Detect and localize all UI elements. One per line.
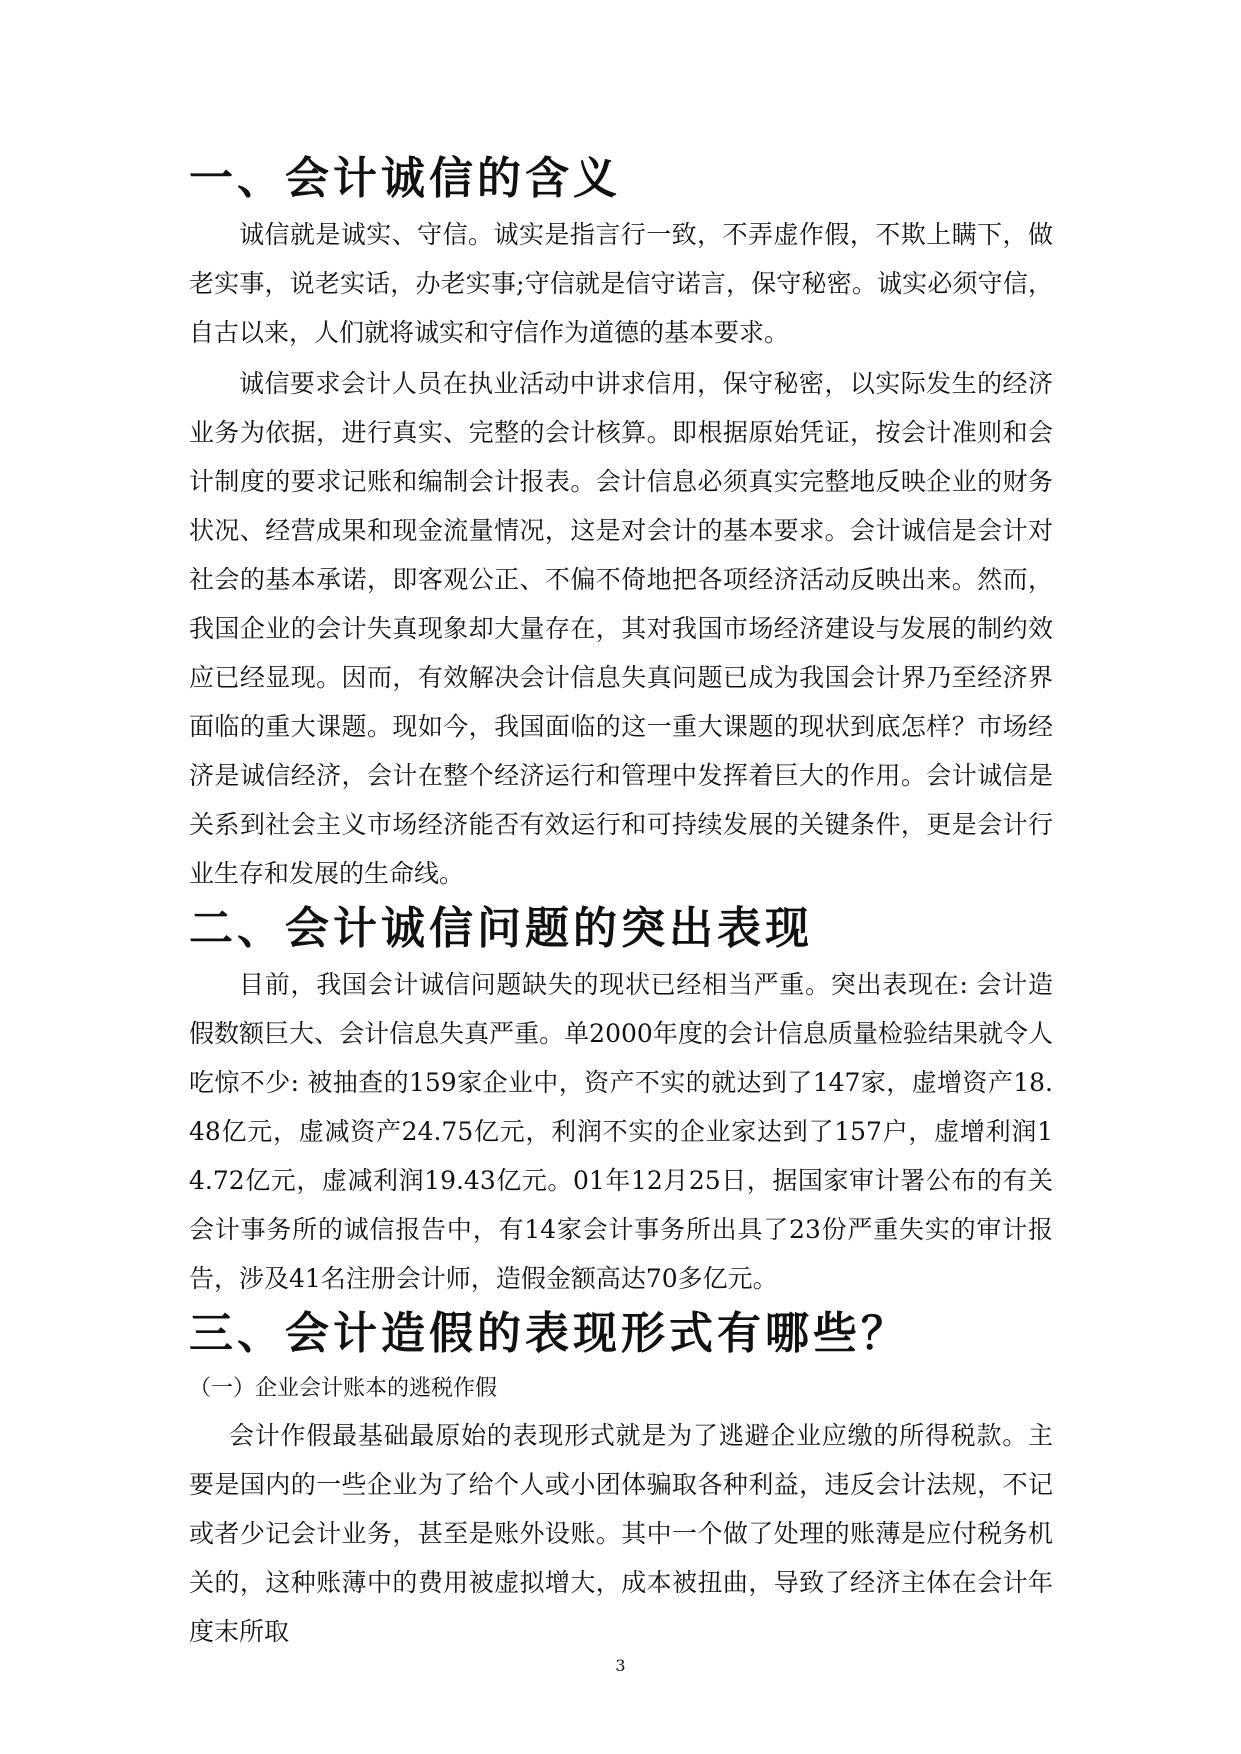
page-content xyxy=(189,148,1053,1656)
section-2-heading: 二、会计诚信问题的突出表现 xyxy=(189,903,813,954)
section-1-paragraph-2: 诚信要求会计人员在执业活动中讲求信用，保守秘密，以实际发生的经济业务为依据，进行真实、完整的会计核算。即根据原始凭证，按会计准则和会计制度的要求记账和编制会计报表。会计信息必须真实完整地反映企业的财务状况、经营成果和现金流量情况，这是对会计的基本要求。会计诚信是会计对社会的基本承诺，即客观公正、不偏不倚地把各项经济活动反映出来。然而，我国企业的会计失真现象却大量存在，其对我国市场经济建设与发展的制约效应已经显现。因而，有效解决会计信息失真问题已成为我国会计界乃至经济界面临的重大课题。现如今，我国面临的这一重大课题的现状到底怎样？市场经济是诚信经济，会计在整个经济运行和管理中发挥着巨大的作用。会计诚信是关系到社会主义市场经济能否有效运行和可持续发展的关键条件，更是会计行业生存和发展的生命线。 xyxy=(189,369,1053,888)
page-number: 3 xyxy=(615,1656,626,1675)
section-3-paragraph-1: 会计作假最基础最原始的表现形式就是为了逃避企业应缴的所得税款。主要是国内的一些企业为了给个人或小团体骗取各种利益，违反会计法规，不记或者少记会计业务，甚至是账外设账。其中一个做了处理的账薄是应付税务机关的，这种账薄中的费用被虚拟增大，成本被扭曲，导致了经济主体在会计年度末所取 xyxy=(189,1421,1053,1646)
section-1-heading: 一、会计诚信的含义 xyxy=(189,153,621,204)
section-1-paragraph-1: 诚信就是诚实、守信。诚实是指言行一致，不弄虚作假，不欺上瞒下，做老实事，说老实话，办老实事;守信就是信守诺言，保守秘密。诚实必须守信，自古以来，人们就将诚实和守信作为道德的基本要求。 xyxy=(189,220,1053,347)
section-3-heading: 三、会计造假的表现形式有哪些？ xyxy=(189,1308,909,1359)
section-3-subheading: （一）企业会计账本的逃税作假 xyxy=(189,1376,498,1401)
section-2-paragraph-1: 目前，我国会计诚信问题缺失的现状已经相当严重。突出表现在: 会计造假数额巨大、会计信息失真严重。单2000年度的会计信息质量检验结果就令人吃惊不少: 被抽查的159家企业中，资产不实的就达到了147家，虚增资产18.48亿元，虚减资产24.75亿元，利润不实的企业家达到了157户，虚增利润14.72亿元，虚减利润19.43亿元。01年12月25日，据国家审计署公布的有关会计事务所的诚信报告中，有14家会计事务所出具了23份严重失实的审计报告，涉及41名注册会计师，造假金额高达70多亿元。 xyxy=(189,970,1053,1293)
